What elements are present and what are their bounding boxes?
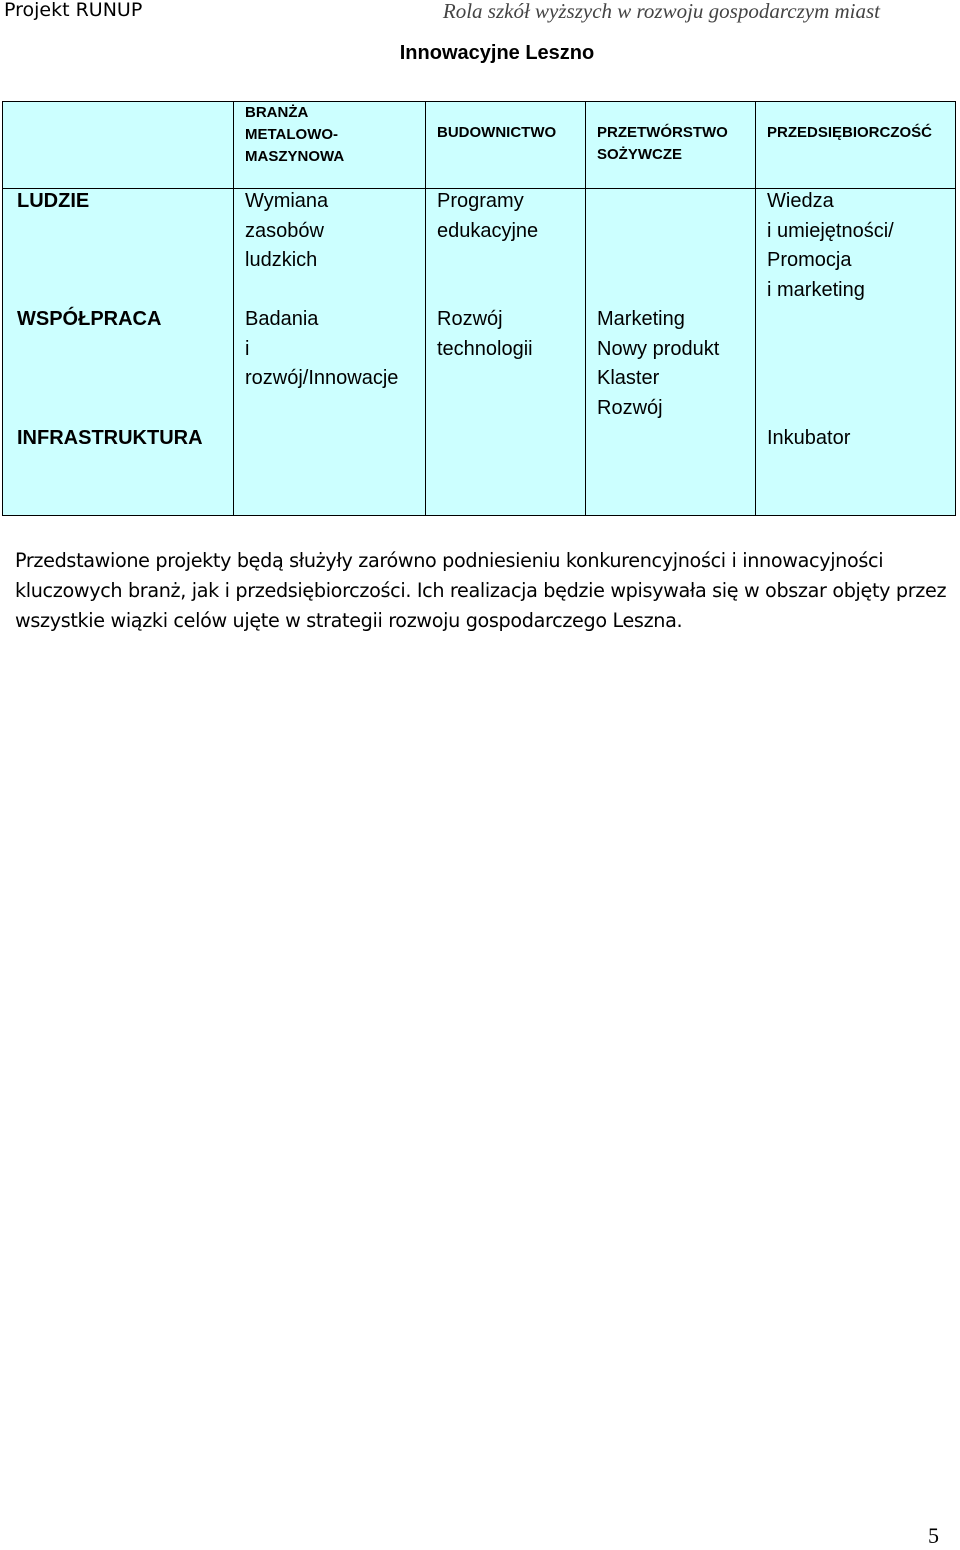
cell-ludzie-metal: Wymiana zasobów ludzkich [245, 190, 329, 271]
document-title: Innowacyjne Leszno [399, 42, 595, 64]
page-number: 5 [928, 1523, 939, 1548]
running-header-left: Projekt RUNUP [4, 0, 143, 21]
row-label-infrastruktura: INFRASTRUKTURA [17, 427, 203, 449]
row-label-wspolpraca: WSPÓŁPRACA [17, 308, 162, 330]
column-header-entre: PRZEDSIĘBIORCZOŚĆ [767, 124, 933, 141]
running-header-right: Rola szkół wyższych w rozwoju gospodarczym miast [442, 0, 880, 23]
column-header-food: PRZETWÓRSTWO SOŻYWCZE [597, 124, 728, 163]
body-paragraph: Przedstawione projekty będą służyły zarówno podniesieniu konkurencyjności i innowacyjności kluczowych branż, jak i przedsiębiorczości. Ich realizacja będzie wpisywała się w obszar objęty przez wszystkie wiązki celów ujęte w strategii rozwoju gospodarczego Leszna. [15, 549, 947, 632]
cell-wspolpraca-metal: Badania i rozwój/Innowacje [245, 308, 399, 389]
column-header-metal: BRANŻA METALOWO- MASZYNOWA [245, 104, 345, 165]
cell-ludzie-bud: Programy edukacyjne [437, 190, 539, 242]
strategy-matrix-table [2, 101, 956, 516]
row-label-ludzie: LUDZIE [17, 190, 90, 212]
cell-wspolpraca-bud: Rozwój technologii [437, 308, 533, 360]
column-header-bud: BUDOWNICTWO [437, 124, 557, 141]
cell-infrastruktura-entre: Inkubator [767, 427, 851, 449]
cell-ludzie-entre: Wiedza i umiejętności/ Promocja i marketing [767, 190, 894, 301]
cell-wspolpraca-food: Marketing Nowy produkt Klaster Rozwój [597, 308, 720, 419]
